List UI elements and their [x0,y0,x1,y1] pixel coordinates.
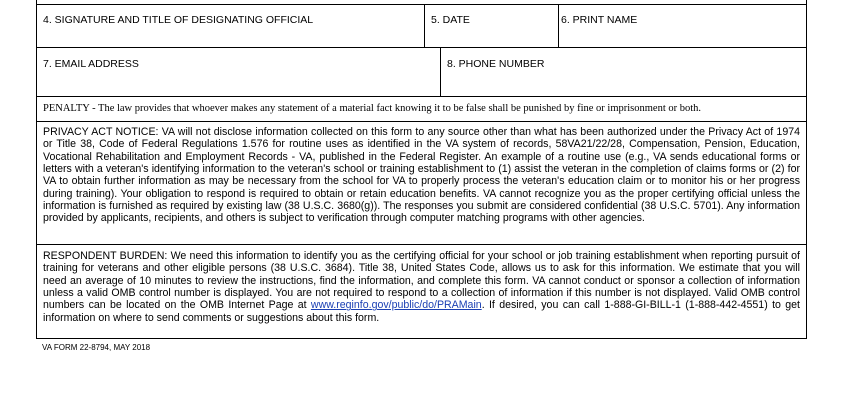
date-field[interactable] [425,4,559,47]
burden-text-end: . If desired, you can call 1-888-GI-BILL-1 (1-888-442-4551) to get information on where to send comments or suggestions about this form. [43,299,800,324]
contact-row [37,48,806,97]
penalty-text: PENALTY - The law provides that whoever makes any statement of a material fact knowing it to be false shall be punished by fine or imprisonment or both. [43,103,702,114]
signature-label: 4. SIGNATURE AND TITLE OF DESIGNATING OFFICIAL [43,14,314,26]
privacy-row [37,122,806,245]
email-field[interactable] [37,48,441,96]
email-label: 7. EMAIL ADDRESS [43,58,139,70]
penalty-row [37,97,806,122]
burden-row [37,245,806,339]
form-footer: VA FORM 22-8794, MAY 2018 [42,343,151,352]
privacy-act-notice: PRIVACY ACT NOTICE: VA will not disclose information collected on this form to any source other than what has been authorized under the Privacy Act of 1974 or Title 38, Code of Federal Regulations 1.576 for routine uses as identified in the VA system of records, 58VA21/22/28, Compensation, Pension, Education, Vocational Rehabilitation and Employment Records - VA, published in the Federal Register. An example of a routine use (e.g., VA sends educational forms or letters with a veteran's identifying information to the veteran's school or training establishment to (1) assist the veteran in the completion of claims forms or (2) for VA to obtain further information as may be necessary from the school for VA to properly process the veteran's education claim or to monitor his or her progress during training). Your obligation to respond is required to obtain or retain education benefits. VA cannot recognize you as the proper certifying official unless the information is furnished as required by existing law (38 U.S.C. 3680(g)). The responses you submit are considered confidential (38 U.S.C. 5701). Any information provided by applicants, recipients, and others is subject to verification through computer matching programs with other agencies. [43,126,800,225]
burden-text-start: RESPONDENT BURDEN: We need this information to identify you as the certifying official for your school or job training establishment when reporting pursuit of training for veterans and other eligible persons (38 U.S.C. 3684). Title 38, United States Code, allows us to ask for this information. We estimate that you will need an average of 10 minutes to review the instructions, find the information, and complete this form. VA cannot conduct or sponsor a collection of information unless a valid OMB control number is displayed. You are not required to respond to a collection of information if this number is not displayed. Valid OMB control numbers can be located on the OMB Internet Page at [43,250,800,312]
form-section [36,0,807,339]
phone-label: 8. PHONE NUMBER [447,58,545,70]
respondent-burden [43,250,800,324]
signature-row [37,4,806,48]
print-name-label: 6. PRINT NAME [561,14,638,26]
omb-link[interactable]: www.reginfo.gov/public/do/PRAMain [310,299,482,312]
phone-field[interactable] [441,48,806,96]
print-name-field[interactable] [559,4,806,47]
date-label: 5. DATE [431,14,470,26]
signature-field[interactable] [37,4,425,47]
